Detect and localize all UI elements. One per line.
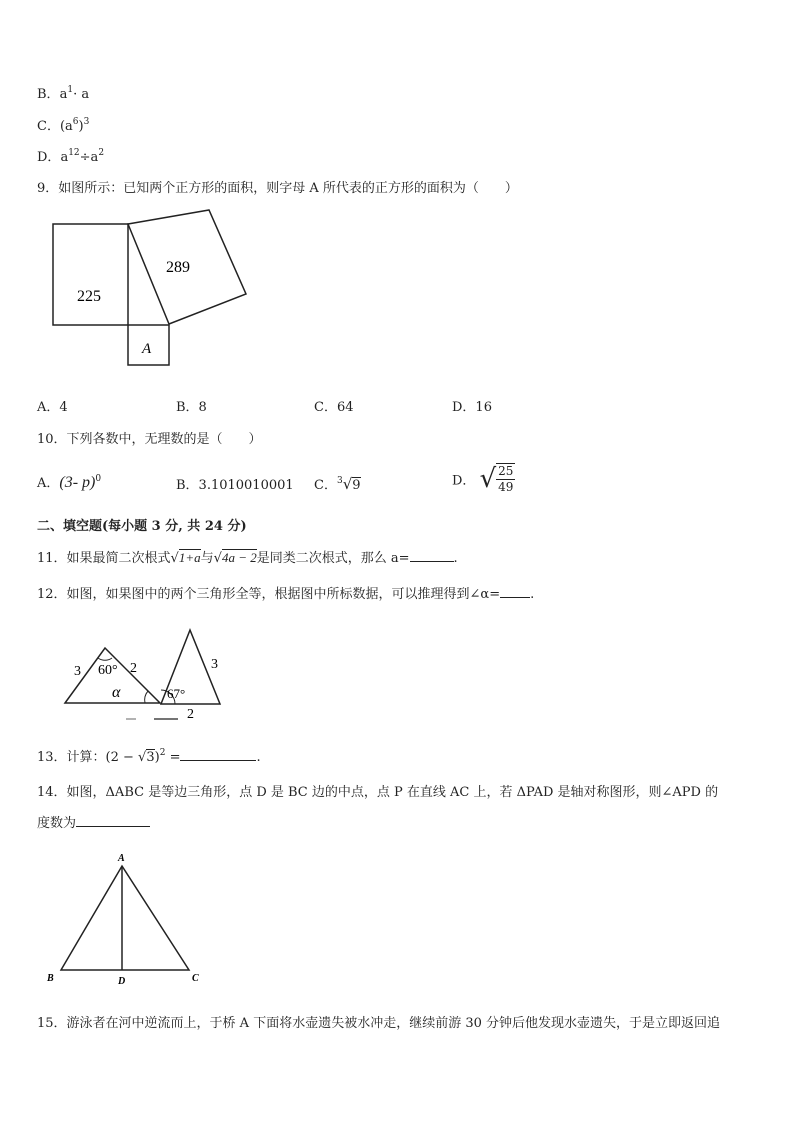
q13: 13．计算：$(2 - √3)^2$ = . — [37, 748, 261, 765]
q10-stem: 10．下列各数中，无理数的是（ ） — [37, 432, 262, 447]
q10-option-b: B．3.1010010001 — [176, 478, 294, 493]
q14-figure — [40, 848, 210, 988]
q13-answer-blank[interactable] — [180, 760, 256, 761]
right-square-label: 289 — [166, 259, 190, 276]
q12-answer-blank[interactable] — [500, 597, 530, 598]
left-square-label: 225 — [77, 288, 101, 305]
q10-option-a: A．(3- p)$^0$ — [37, 474, 102, 491]
q14-line-2: 度数为 — [37, 812, 150, 831]
q8-option-b: B．$a^1\cdot a$ — [37, 85, 90, 102]
q9-figure — [40, 200, 260, 375]
point-d-label: D — [118, 976, 126, 987]
q12-stem: 12．如图，如果图中的两个三角形全等，根据图中所标数据，可以推理得到∠α= . — [37, 587, 535, 602]
point-a-label: A — [118, 853, 125, 864]
alpha-label: α — [112, 684, 121, 701]
q9-option-b: B．8 — [176, 400, 207, 415]
q11: 11．如果最简二次根式√1+a与√4a − 2是同类二次根式，那么 a= . — [37, 550, 458, 566]
q11-answer-blank[interactable] — [410, 561, 454, 562]
section-2-heading: 二、填空题(每小题 3 分, 共 24 分) — [37, 519, 247, 534]
triangle-abc — [61, 866, 189, 970]
q9-option-c: C．64 — [314, 400, 354, 415]
right-tri-angle-67: 67° — [167, 686, 186, 701]
point-b-label: B — [47, 973, 54, 984]
small-square-label: A — [142, 341, 152, 357]
q12-figure — [60, 622, 240, 722]
q10-option-d: D． √ $\frac{25}{49}$ — [452, 464, 514, 494]
q15: 15．游泳者在河中逆流而上，于桥 A 下面将水壶遗失被水冲走，继续前游 30 分钟后他发现水壶遗失，于是立即返回追 — [37, 1016, 721, 1031]
left-square — [53, 224, 128, 325]
right-tri-base-2: 2 — [187, 707, 194, 722]
point-c-label: C — [192, 973, 199, 984]
q9-option-a: A．4 — [37, 400, 68, 415]
q8-option-c: C．$(a^6)^3$ — [37, 117, 90, 134]
q8-option-d: D．$a^{12}\div a^2$ — [37, 148, 105, 165]
left-tri-angle-60: 60° — [98, 663, 118, 678]
left-tri-side-3: 3 — [74, 664, 81, 679]
q14-line-1: 14．如图，ΔABC 是等边三角形，点 D 是 BC 边的中点，点 P 在直线 AC 上，若 ΔPAD 是轴对称图形，则∠APD 的 — [37, 785, 719, 800]
q10-option-c: C．$^3$√9 — [314, 475, 361, 493]
left-tri-side-2: 2 — [130, 661, 137, 676]
right-tri-side-3: 3 — [211, 657, 218, 672]
q9-option-d: D．16 — [452, 400, 492, 415]
q14-answer-blank[interactable] — [76, 826, 150, 827]
q9-stem: 9．如图所示：已知两个正方形的面积，则字母 A 所代表的正方形的面积为（ ） — [37, 181, 518, 196]
